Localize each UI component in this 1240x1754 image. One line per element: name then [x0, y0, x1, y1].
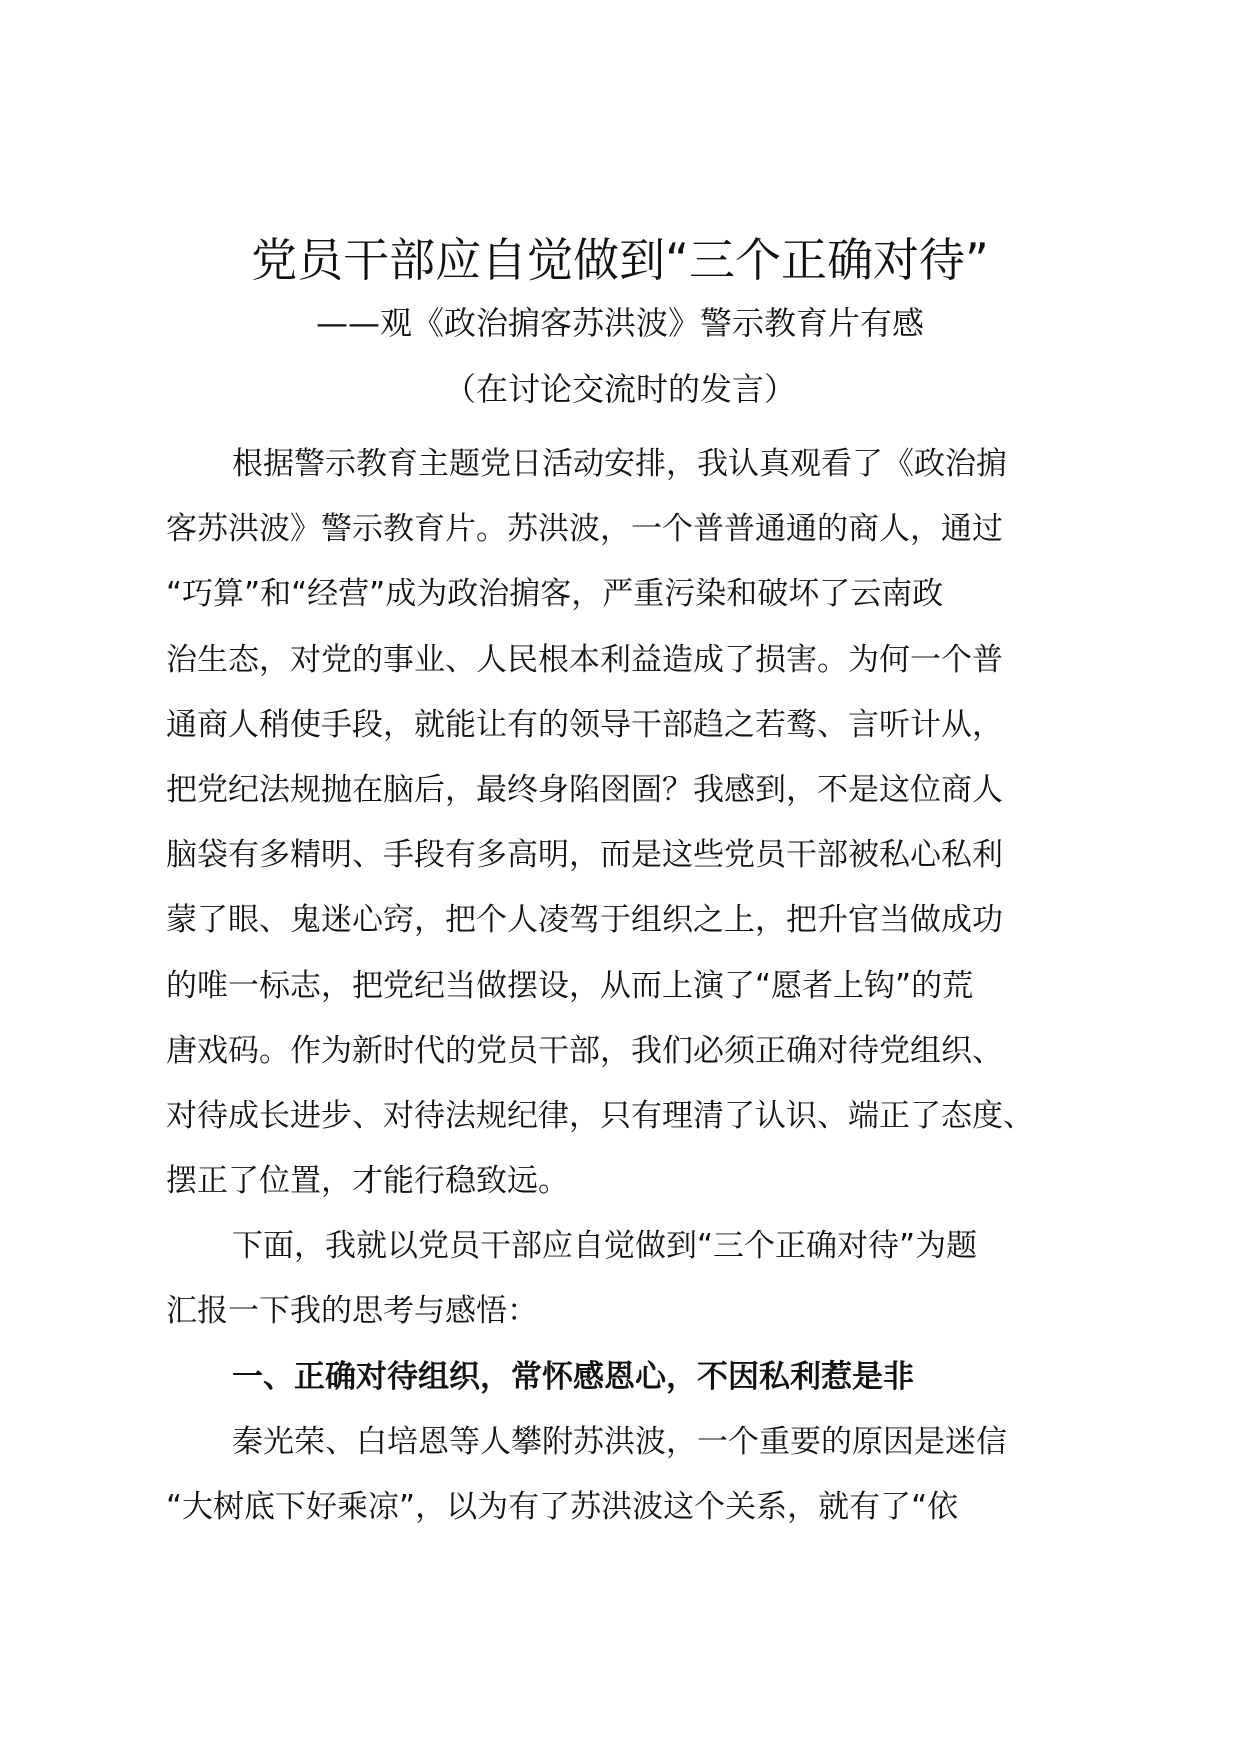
body-line: 下面，我就以党员干部应自觉做到“三个正确对待”为题 [232, 1228, 978, 1265]
body-line: 秦光荣、白培恩等人攀附苏洪波，一个重要的原因是迷信 [232, 1423, 1007, 1460]
body-line: 脑袋有多精明、手段有多高明，而是这些党员干部被私心私利 [166, 837, 1003, 874]
document-subtitle: ——观《政治掮客苏洪波》警示教育片有感 [315, 304, 924, 342]
body-line: 通商人稍使手段，就能让有的领导干部趋之若鹜、言听计从， [166, 706, 1003, 743]
document-title: 党员干部应自觉做到“三个正确对待” [251, 233, 989, 287]
body-line: “大树底下好乘凉”，以为有了苏洪波这个关系，就有了“依 [166, 1489, 959, 1525]
body-line: 治生态，对党的事业、人民根本利益造成了损害。为何一个普 [166, 641, 1003, 678]
body-line: 客苏洪波》警示教育片。苏洪波，一个普普通通的商人，通过 [166, 511, 1003, 548]
body-line: 唐戏码。作为新时代的党员干部，我们必须正确对待党组织、 [166, 1032, 1003, 1069]
section-heading: 一、正确对待组织，常怀感恩心，不因私利惹是非 [232, 1358, 914, 1395]
body-line: 蒙了眼、鬼迷心窍，把个人凌驾于组织之上，把升官当做成功 [166, 902, 1003, 939]
body-line: 根据警示教育主题党日活动安排，我认真观看了《政治掮 [232, 446, 1007, 482]
body-line: 把党纪法规抛在脑后，最终身陷囹圄？我感到，不是这位商人 [166, 771, 1003, 808]
body-line: 的唯一标志，把党纪当做摆设，从而上演了“愿者上钩”的荒 [166, 967, 974, 1004]
body-line: 汇报一下我的思考与感悟： [166, 1293, 538, 1330]
body-line: 摆正了位置，才能行稳致远。 [166, 1163, 569, 1200]
body-line: “巧算”和“经营”成为政治掮客，严重污染和破坏了云南政 [166, 576, 944, 613]
document-note: （在讨论交流时的发言） [443, 370, 796, 408]
body-line: 对待成长进步、对待法规纪律，只有理清了认识、端正了态度、 [166, 1097, 1034, 1134]
document-body [166, 432, 1086, 1540]
